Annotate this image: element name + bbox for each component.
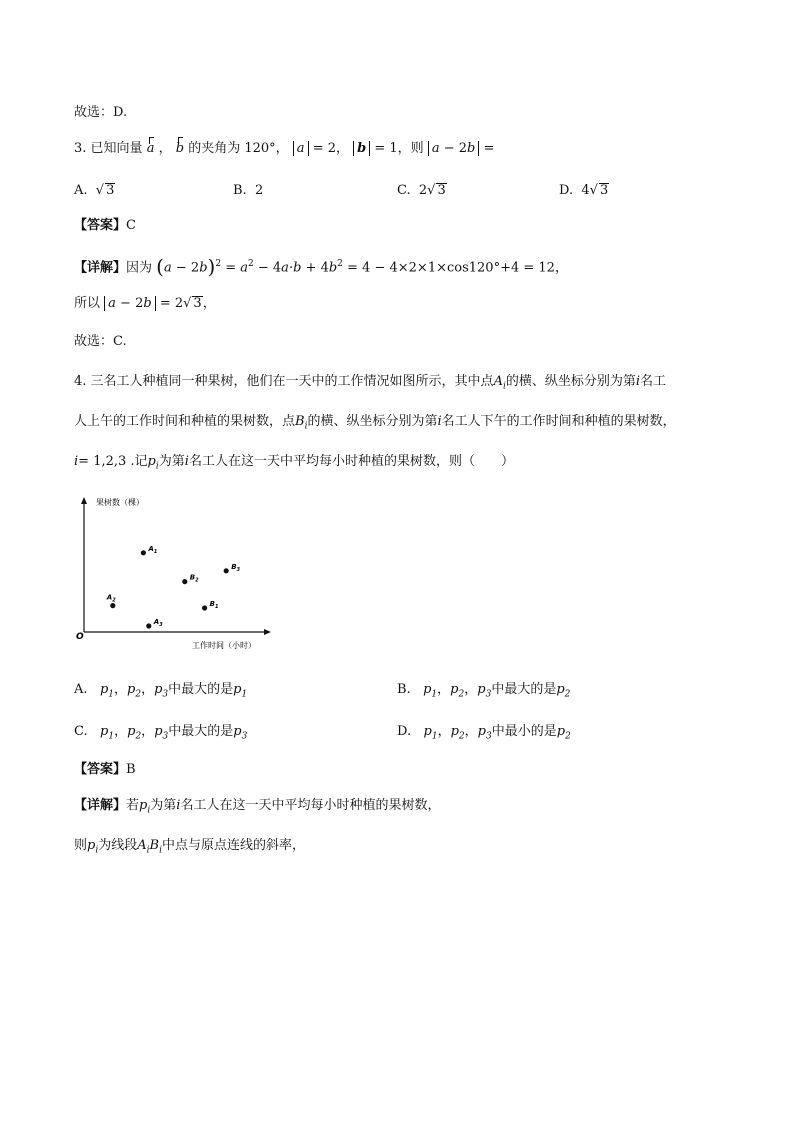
q3-conclusion: 故选：C. [74,334,127,349]
q3-stem-b: 的夹角为 120°， [188,141,289,156]
scatter-chart [74,496,274,656]
q3-detail-line2: 所以 a − 2b = 2√ 3， [74,296,216,311]
q3-stem-a: 已知向量 [90,141,143,156]
abs-a-minus-2b: a − 2b [428,141,480,156]
detail-text: 为线段 [98,838,138,853]
y-axis-label: 果树数（棵） [96,498,144,507]
option-label: C. [397,183,411,198]
vector-b: b [176,139,184,159]
q4-text: 的横、纵坐标分别为第 [505,374,636,389]
point-label-b3: $B_3$ [231,562,241,573]
q3-answer [74,216,136,236]
x-axis-arrow [264,629,271,635]
detail-text: 若 [126,798,140,813]
detail-prefix: 所以 [74,296,101,311]
detail-expression: = 4 − 4×2×1×cos120°+4 = 12， [347,260,568,276]
option-text: 中最大的是 [168,682,234,697]
option-value: 4 [581,183,590,198]
q3-stem-c: = 2， [312,141,349,156]
point-b3 [224,568,229,573]
q3-option-b [233,181,263,201]
detail-end: ， [202,296,216,311]
q3-number: 3. [74,141,87,156]
q4-answer [74,760,136,780]
q4-text: 三名工人种植同一种果树，他们在一天中的工作情况如图所示，其中点 [90,374,494,389]
points-layer [106,545,241,629]
q4-text: 人上午的工作时间和种植的果树数，点 [74,414,296,429]
x-axis-label: 工作时间（小时） [192,641,256,650]
abs-a: a [293,141,309,156]
option-root: 3 [437,183,446,198]
option-label: C. [74,724,88,739]
point-b1 [202,605,207,610]
q4-stem-line1: 4. 三名工人种植同一种果树，他们在一天中的工作情况如图所示，其中点$A_i$的横、纵坐标分别为第i名工 [74,374,667,392]
detail-text: 中点与原点连线的斜率， [161,838,305,853]
option-label: D. [559,183,574,198]
option-text: 中最大的是 [491,682,557,697]
answer-value: B [126,762,136,777]
option-label: D. [397,724,412,739]
point-label-a2: $A_2$ [106,593,116,604]
option-label: B. [397,682,411,697]
option-value: 2 [418,183,428,198]
point-label-a3: $A_3$ [153,618,163,628]
q3-stem-d: = 1，则 [374,141,424,156]
vector-a: a [147,139,155,159]
detail-prefix: 因为 [126,260,153,276]
q4-option-a: A. $p_1$，$p_2$，$p_3$中最大的是$p_1$ [74,682,248,700]
q3-option-d: D. 4√ 3 [559,183,609,198]
option-label: B. [233,183,247,198]
q4-text: 的横、纵坐标分别为第 [307,414,438,429]
q4-text: = 1,2,3 .记 [78,454,148,469]
option-value: 2 [254,183,264,198]
answer-label: 【答案】 [74,218,127,233]
detail-label: 【详解】 [74,260,127,276]
option-label: A. [74,682,88,697]
q4-text: 为第 [158,454,185,469]
point-a1 [141,550,146,555]
q4-text: 名工人下午的工作时间和种植的果树数， [441,414,676,429]
option-value: 3 [106,183,115,198]
point-label-a1: $A_1$ [148,544,158,555]
q2-conclusion: 故选：D. [74,105,128,120]
detail-label: 【详解】 [74,798,127,813]
point-label-b1: $B_1$ [209,600,219,610]
option-label: A. [74,183,88,198]
point-a2 [110,603,115,608]
point-label-b2: $B_2$ [189,573,199,584]
q4-option-d: D. $p_1$，$p_2$，$p_3$中最小的是$p_2$ [397,724,571,742]
origin-label: O [76,632,84,642]
answer-value: C [126,218,136,233]
abs-b: b [353,141,370,156]
option-text: 中最大的是 [168,724,234,739]
q3-detail-line1: 【详解】因为 $(a - 2b)^2 = a^2 - 4a\cdot b + 4b^2 = 4 - 4\times 2\times 1\times\cos 120^\circ+4 = 12$， [74,254,568,279]
option-text: 中最小的是 [491,724,557,739]
q3-option-c: C. 2√ 3 [397,183,446,198]
q4-text: 名工人在这一天中平均每小时种植的果树数，则（ ） [188,454,514,469]
point-b2 [182,579,187,584]
q4-number: 4. [74,374,87,389]
answer-label: 【答案】 [74,762,127,777]
detail-expression: = 2 [159,296,184,311]
q4-option-b: B. $p_1$，$p_2$，$p_3$中最大的是$p_2$ [397,682,571,700]
y-axis-arrow [81,497,87,504]
q4-text: 名工 [640,374,667,389]
q4-stem-line2: 人上午的工作时间和种植的果树数，点$B_i$的横、纵坐标分别为第i名工人下午的工作时间和种植的果树数， [74,414,676,432]
point-a3 [146,623,151,628]
q3-stem: 3. 已知向量 a ， b 的夹角为 120°， a = 2， b = 1，则 a − 2b = [74,139,494,159]
detail-text: 名工人在这一天中平均每小时种植的果树数， [180,798,441,813]
option-root: 3 [599,183,609,198]
q4-option-c: C. $p_1$，$p_2$，$p_3$中最大的是$p_3$ [74,724,248,742]
detail-text: 则 [74,838,88,853]
q4-detail-line1: 【详解】若$p_i$为第i名工人在这一天中平均每小时种植的果树数， [74,798,441,816]
detail-text: 为第 [150,798,177,813]
q3-option-a: A. √ 3 [74,183,115,198]
q4-stem-line3: i= 1,2,3 .记$p_i$为第i名工人在这一天中平均每小时种植的果树数，则（ ） [74,454,514,472]
q4-detail-line2: 则$p_i$为线段$A_iB_i$中点与原点连线的斜率， [74,838,305,856]
